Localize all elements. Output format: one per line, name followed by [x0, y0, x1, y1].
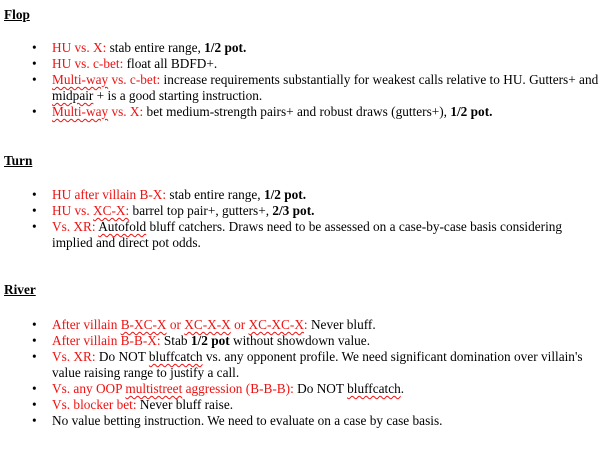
item-label-squiggle: multistreet: [125, 381, 183, 396]
list-item: [0, 317, 607, 333]
item-text: Do NOT: [95, 349, 149, 364]
item-text-squiggle: midpair: [52, 88, 94, 103]
list-item: [0, 397, 607, 413]
item-text: increase requirements substantially for weakest calls relative to HU. Gutters+ and: [160, 72, 599, 87]
item-label: or: [230, 317, 249, 332]
item-text: .: [400, 381, 405, 396]
item-label-squiggle: Multi-way: [52, 104, 109, 119]
list-item: [0, 40, 607, 56]
item-text-squiggle: bluffcatch: [148, 349, 203, 364]
item-label: After villain: [52, 317, 121, 332]
item-label: HU after villain B-X:: [52, 187, 167, 202]
item-text: Stab: [160, 333, 191, 348]
item-label-squiggle: Multi-way: [52, 72, 109, 87]
item-label-squiggle: XC-X:: [93, 203, 130, 218]
bullet-icon: •: [32, 349, 37, 364]
bullet-icon: •: [32, 219, 37, 234]
item-text: vs. any opponent profile. We need significant domination over villain's value raising range to justify a call.: [52, 349, 583, 380]
bullet-icon: •: [32, 413, 37, 428]
item-label: After villain B-B-X:: [52, 333, 161, 348]
bullet-icon: •: [32, 40, 37, 55]
item-label: Vs. blocker bet:: [52, 397, 137, 412]
list-item: [0, 349, 607, 381]
list-item: [0, 413, 607, 429]
bullet-icon: •: [32, 72, 37, 87]
bullet-icon: •: [32, 397, 37, 412]
item-emphasis: 1/2 pot.: [263, 187, 307, 202]
item-text: + is a good starting instruction.: [93, 88, 263, 103]
item-text: float all BDFD+.: [123, 56, 218, 71]
list-item: [0, 333, 607, 349]
item-text-squiggle: bluffcatch: [347, 381, 401, 396]
turn-list: [0, 187, 607, 251]
bullet-icon: •: [32, 333, 37, 348]
item-label: Vs. any OOP: [52, 381, 126, 396]
item-text: Do NOT: [293, 381, 348, 396]
flop-heading: Flop: [4, 7, 30, 22]
list-item: [0, 104, 607, 120]
item-text: bluff catchers. Draws need to be assessed on a case-by-case basis considering implied and direct pot odds.: [52, 219, 563, 250]
bullet-icon: •: [32, 203, 37, 218]
bullet-icon: •: [32, 381, 37, 396]
list-item: [0, 381, 607, 397]
item-label: :: [303, 317, 308, 332]
bullet-icon: •: [32, 56, 37, 71]
item-label: or: [166, 317, 185, 332]
bullet-icon: •: [32, 317, 37, 332]
flop-list: [0, 40, 607, 120]
list-item: [0, 187, 607, 203]
item-label-squiggle: B-XC-X: [120, 317, 167, 332]
item-label: aggression (B-B-B):: [182, 381, 294, 396]
item-text: Never bluff.: [307, 317, 376, 332]
item-text: Never bluff raise.: [136, 397, 234, 412]
item-label: Vs. XR:: [52, 349, 96, 364]
item-label: HU vs.: [52, 203, 94, 218]
item-emphasis: 2/3 pot.: [272, 203, 315, 218]
bullet-icon: •: [32, 187, 37, 202]
item-text: stab entire range,: [106, 40, 205, 55]
list-item: [0, 219, 607, 251]
item-text-squiggle: Autofold: [98, 219, 147, 234]
bullet-icon: •: [32, 104, 37, 119]
item-emphasis: 1/2 pot.: [450, 104, 493, 119]
item-label-squiggle: XC-XC-X: [248, 317, 304, 332]
turn-heading: Turn: [4, 153, 33, 168]
river-heading: River: [4, 282, 36, 297]
item-label: vs. X:: [108, 104, 144, 119]
item-text: without showdown value.: [229, 333, 371, 348]
item-text: barrel top pair+, gutters+,: [129, 203, 273, 218]
item-text: stab entire range,: [166, 187, 264, 202]
item-text: bet medium-strength pairs+ and robust draws (gutters+),: [143, 104, 451, 119]
item-label: HU vs. c-bet:: [52, 56, 124, 71]
item-label: vs. c-bet:: [108, 72, 161, 87]
item-label: Vs. XR:: [52, 219, 96, 234]
list-item: [0, 72, 607, 104]
list-item: [0, 56, 607, 72]
item-text: No value betting instruction. We need to evaluate on a case by case basis.: [52, 413, 443, 428]
river-list: [0, 317, 607, 429]
item-label: HU vs. X:: [52, 40, 107, 55]
item-label-squiggle: XC-X-X: [184, 317, 231, 332]
item-emphasis: 1/2 pot.: [204, 40, 247, 55]
list-item: [0, 203, 607, 219]
item-emphasis: 1/2 pot: [190, 333, 230, 348]
